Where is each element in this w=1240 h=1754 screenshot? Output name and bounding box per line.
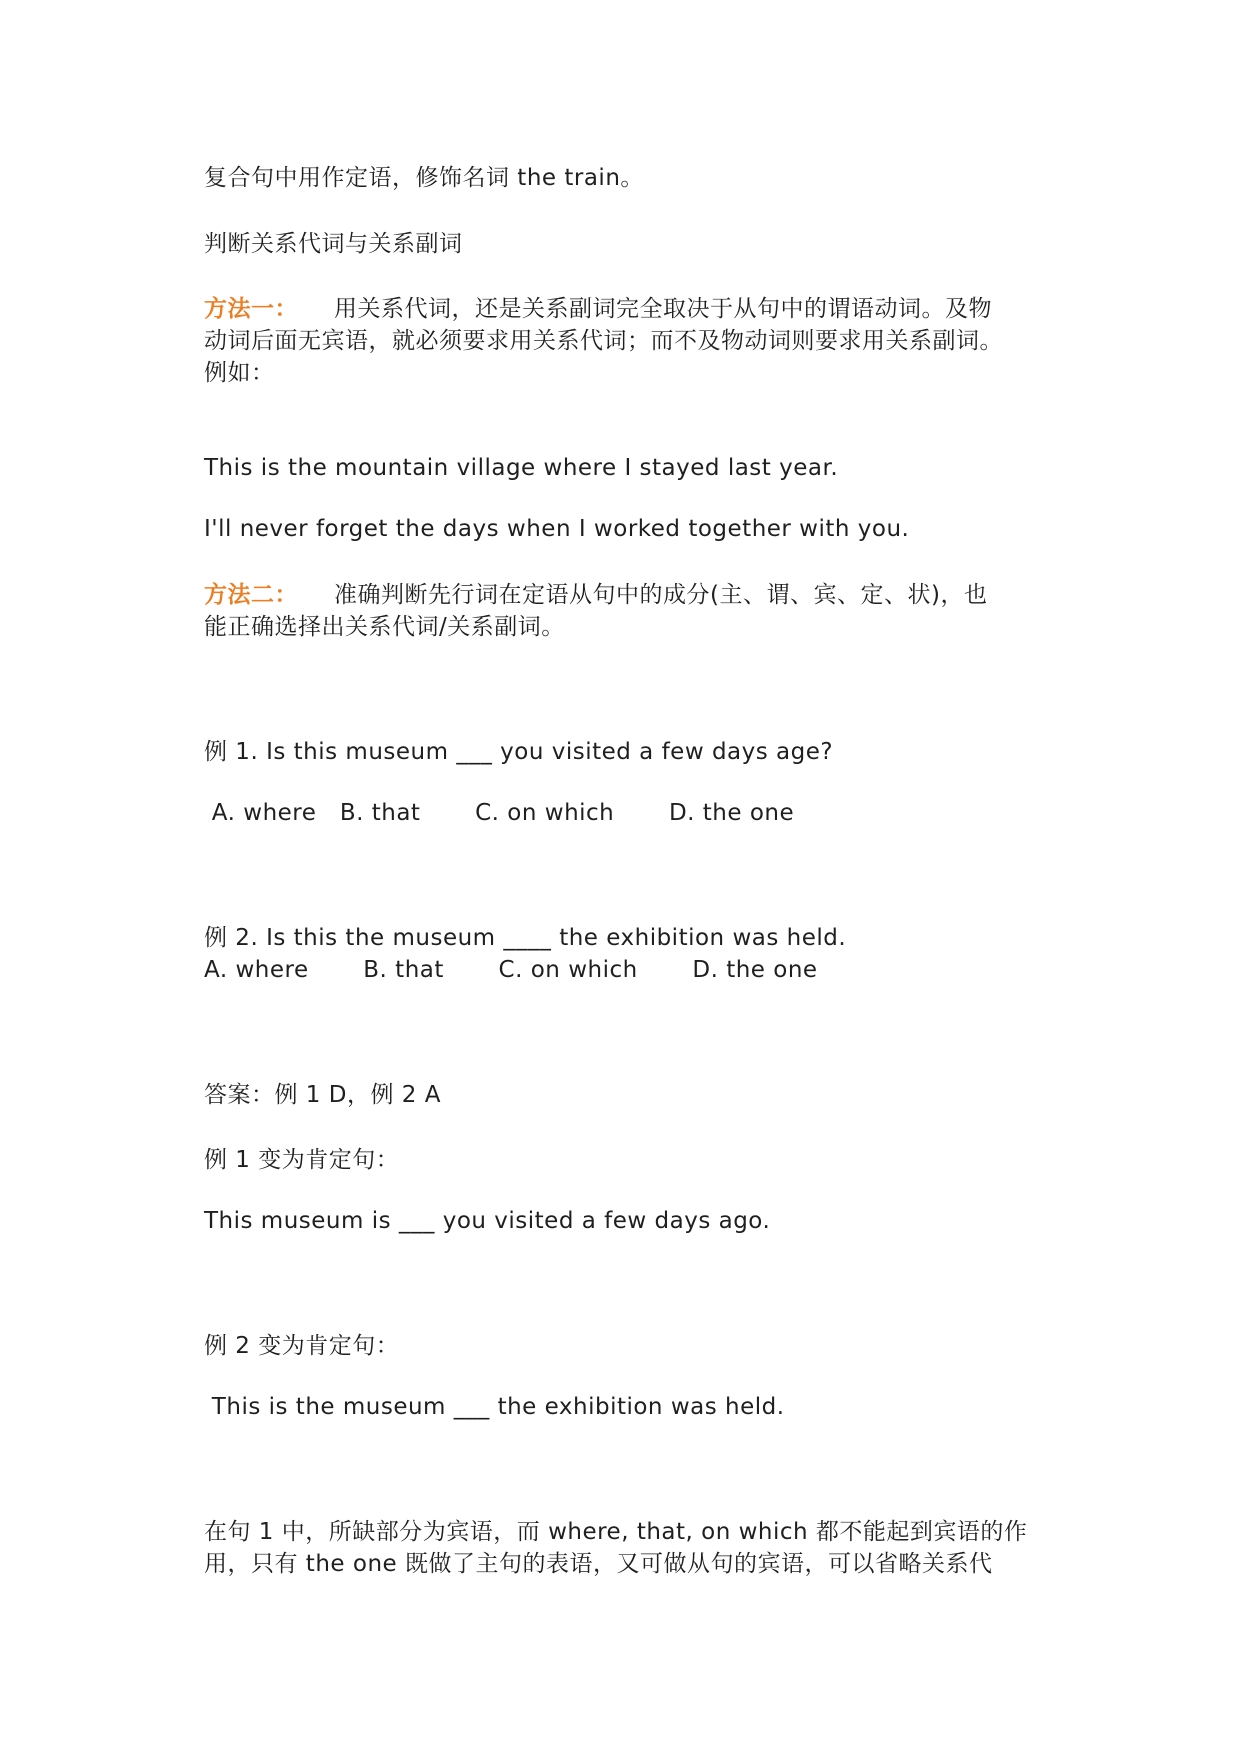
question-2-positive-sentence: This is the museum ___ the exhibition was held. (204, 1394, 785, 1420)
method-one-label: 方法一： (204, 296, 298, 322)
method-one-line-1 (204, 293, 1054, 325)
explanation-line-1: 在句 1 中，所缺部分为宾语，而 where, that, on which 都不能起到宾语的作 (204, 1519, 1028, 1545)
method-two-label: 方法二： (204, 582, 298, 608)
explanation-line-2: 用，只有 the one 既做了主句的表语，又可做从句的宾语，可以省略关系代 (204, 1551, 993, 1577)
method-one-line-2: 动词后面无宾语，就必须要求用关系代词；而不及物动词则要求用关系副词。 (204, 328, 1003, 354)
method-two-line-2: 能正确选择出关系代词/关系副词。 (204, 614, 565, 640)
question-1-positive-sentence: This museum is ___ you visited a few days ago. (204, 1208, 771, 1234)
example-sentence-2: I'll never forget the days when I worked together with you. (204, 516, 910, 542)
example-sentence-1: This is the mountain village where I stayed last year. (204, 455, 839, 481)
paragraph-attributive: 复合句中用作定语，修饰名词 the train。 (204, 165, 644, 191)
question-2-positive-label: 例 2 变为肯定句： (204, 1333, 400, 1359)
answer-line: 答案：例 1 D，例 2 A (204, 1082, 441, 1108)
question-1-options: A. where B. that C. on which D. the one (204, 800, 795, 826)
question-1-positive-label: 例 1 变为肯定句： (204, 1147, 400, 1173)
method-one-text-1: 用关系代词，还是关系副词完全取决于从句中的谓语动词。及物 (334, 296, 992, 322)
question-1-stem: 例 1. Is this museum ___ you visited a few days age? (204, 739, 834, 765)
section-heading: 判断关系代词与关系副词 (204, 231, 463, 257)
method-one-line-3: 例如： (204, 360, 275, 386)
question-2-options: A. where B. that C. on which D. the one (204, 957, 818, 983)
method-two-line-1 (204, 579, 1054, 611)
question-2-stem: 例 2. Is this the museum ____ the exhibition was held. (204, 925, 847, 951)
method-two-text-1: 准确判断先行词在定语从句中的成分(主、谓、宾、定、状)，也 (334, 582, 988, 608)
